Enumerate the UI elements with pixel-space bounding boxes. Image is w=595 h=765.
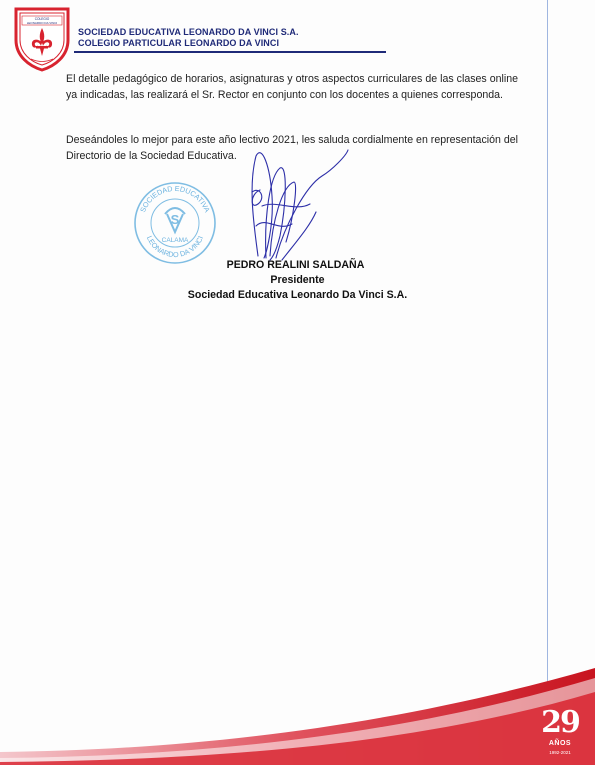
body-paragraph-2: Deseándoles lo mejor para este año lectivo 2021, les saluda cordialmente en representación del Directorio de la Sociedad Educativa. [66,134,518,162]
header-organization-name: SOCIEDAD EDUCATIVA LEONARDO DA VINCI S.A. [78,27,299,37]
handwritten-signature [236,146,356,266]
header-divider [74,51,386,53]
svg-text:S: S [170,212,180,227]
right-margin-line [547,0,548,700]
seal-bottom-text: LEONARDO DA VINCI [144,234,206,260]
anniversary-number: 29 [541,705,579,740]
signatory-role: Presidente [270,274,325,286]
footer-swoosh-decoration [0,640,595,765]
anniversary-label: AÑOS [548,740,572,747]
anniversary-years: 1992-2021 [549,750,571,755]
crest-text-mid: LEONARDO DA VINCI [26,21,58,25]
header-school-name: COLEGIO PARTICULAR LEONARDO DA VINCI [78,38,280,48]
signatory-organization: Sociedad Educativa Leonardo Da Vinci S.A. [187,289,408,301]
seal-top-text: SOCIEDAD EDUCATIVA [138,183,212,214]
body-paragraph-1: El detalle pedagógico de horarios, asignaturas y otros aspectos curriculares de las clases online ya indicadas, las realizará el Sr. Rector en conjunto con los docentes a quienes corresponda. [66,73,518,101]
seal-city-text: CALAMA [161,237,189,244]
school-crest-logo [13,6,71,72]
signatory-name: PEDRO REALINI SALDAÑA [226,259,365,271]
official-seal-stamp [132,180,218,266]
crest-text-top: COLEGIO [34,17,50,21]
